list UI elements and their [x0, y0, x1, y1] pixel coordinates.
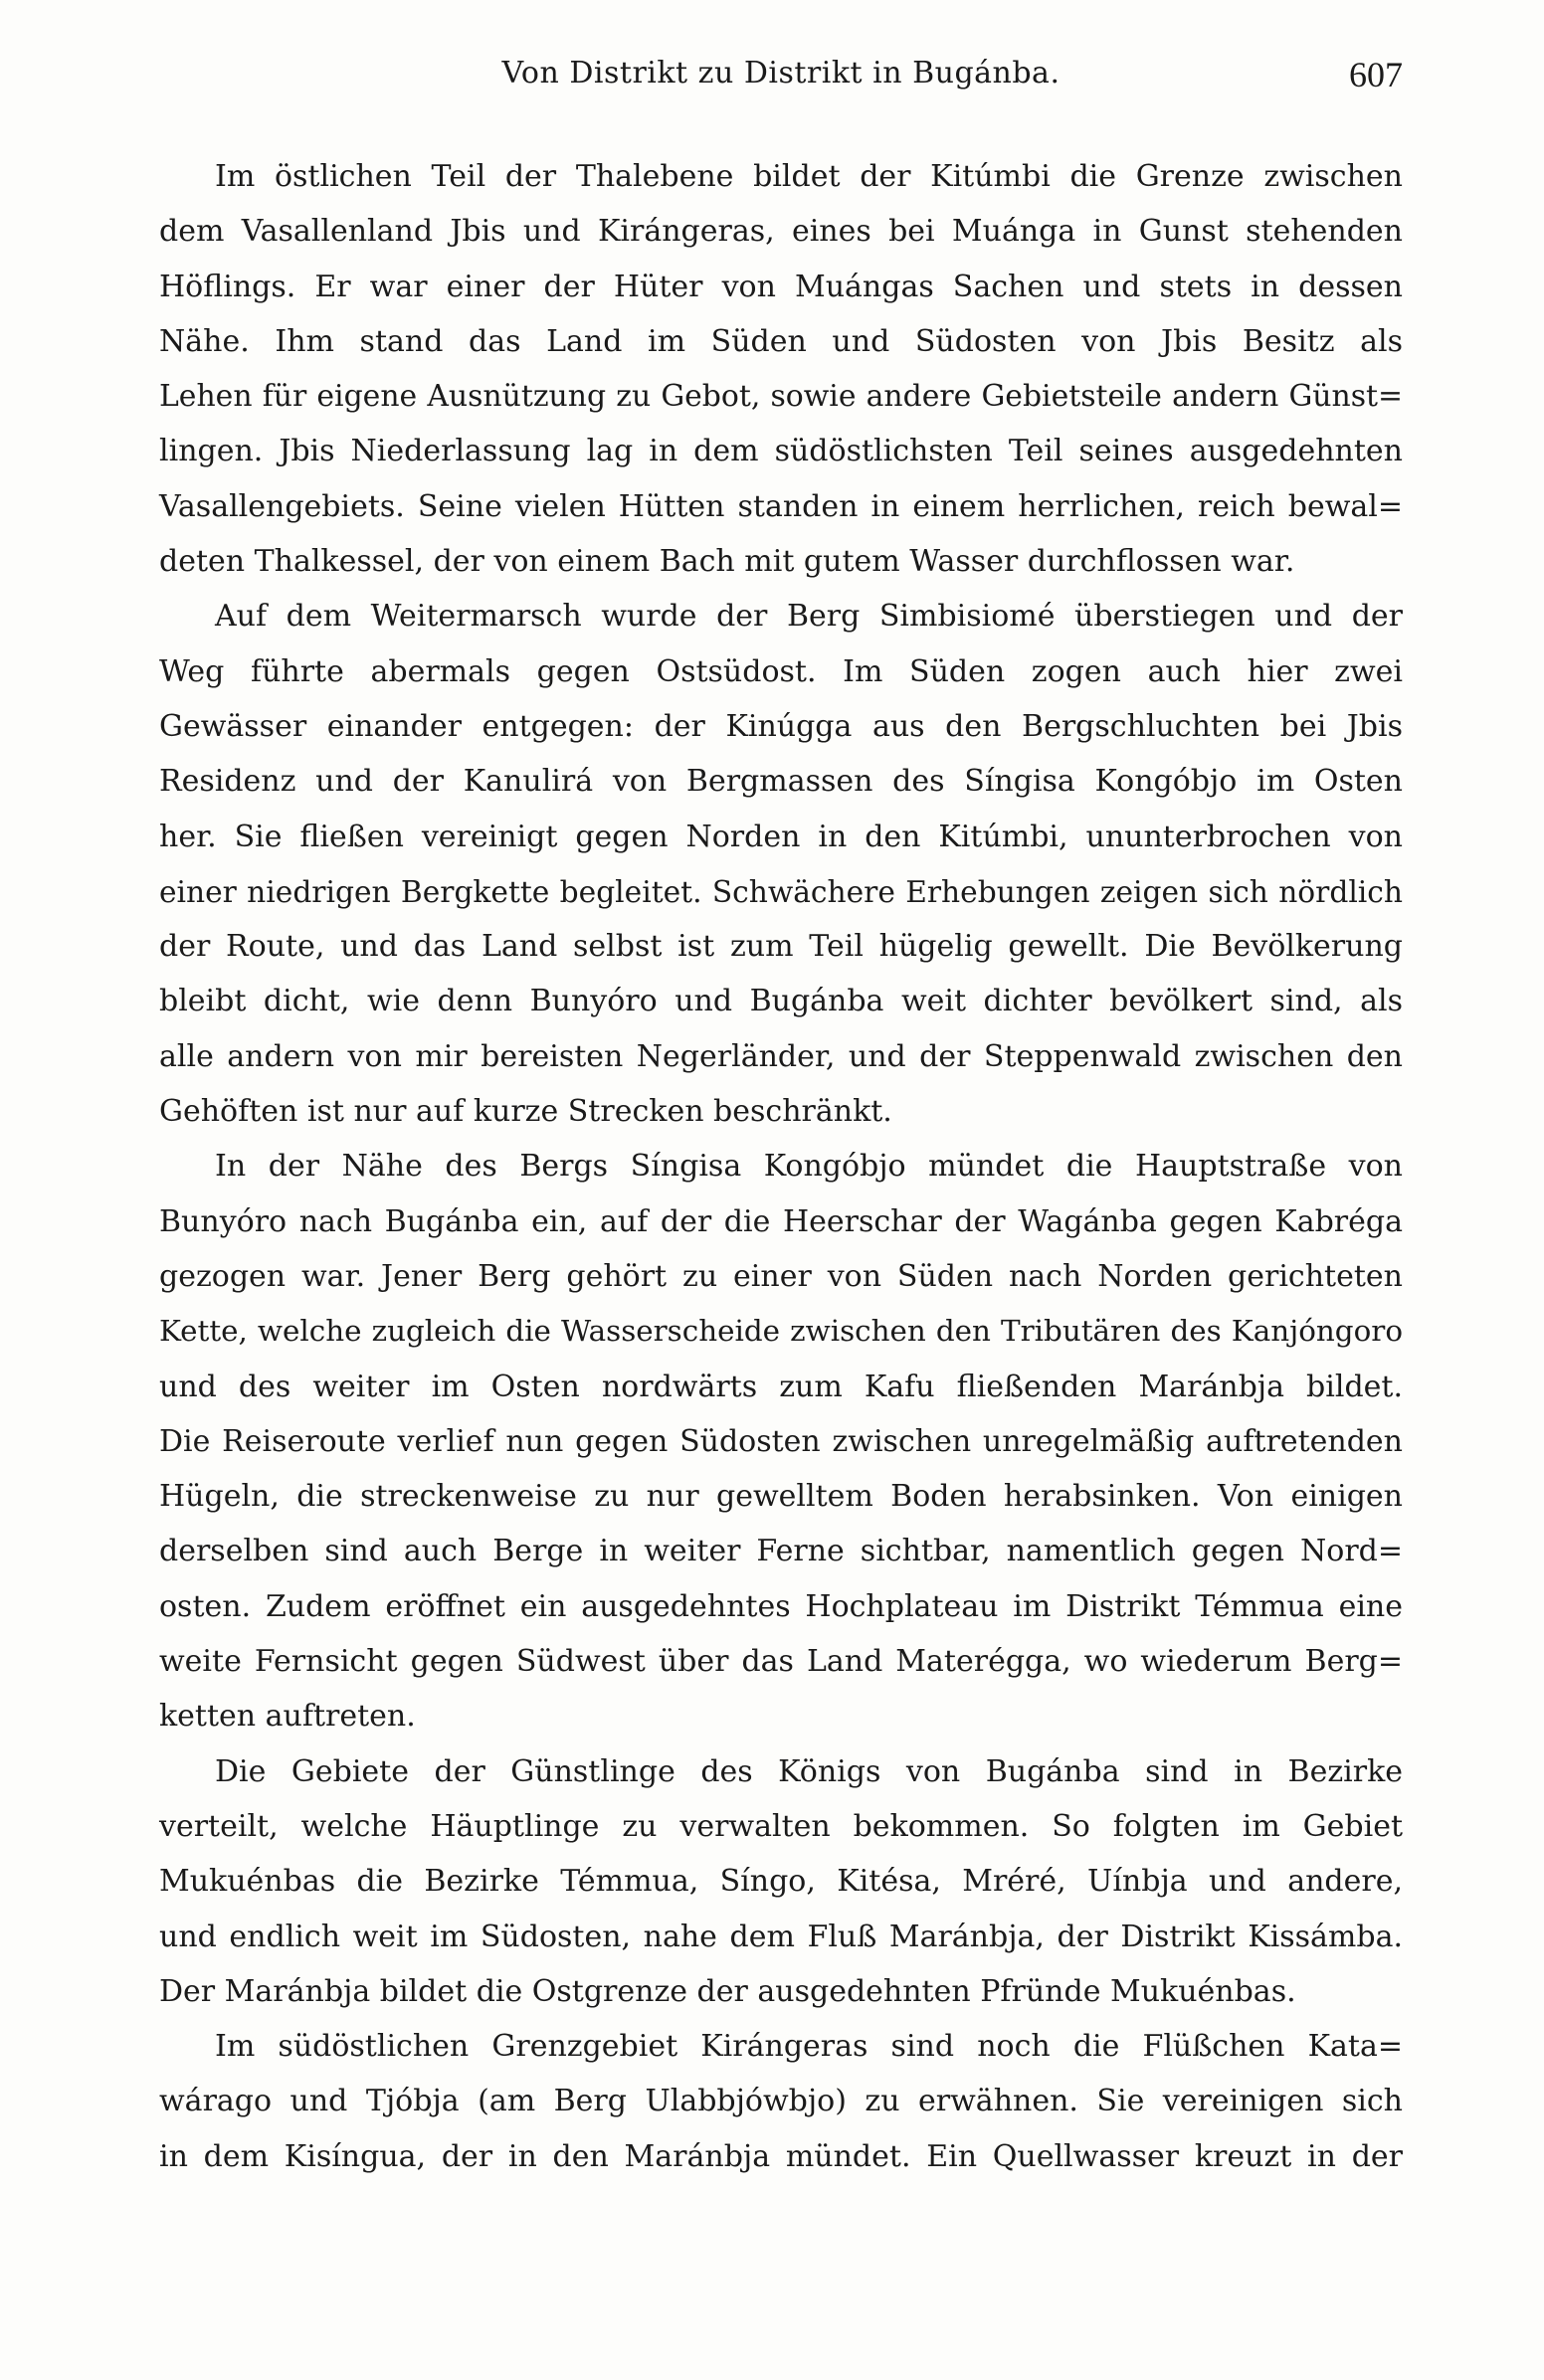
text-line: Vasallengebiets. Seine vielen Hütten standen in einem herrlichen, reich bewal=	[159, 488, 1403, 524]
text-line: alle andern von mir bereisten Negerländer, und der Steppenwald zwischen den	[159, 1038, 1403, 1074]
page-number: 607	[1349, 55, 1403, 94]
text-line: Die Gebiete der Günstlinge des Königs von Bugánba sind in Bezirke	[215, 1753, 1403, 1789]
text-line: weite Fernsicht gegen Südwest über das Land Materégga, wo wiederum Berg=	[159, 1644, 1403, 1680]
paragraph-1	[159, 149, 1403, 589]
body-text	[159, 149, 1403, 2184]
text-line: und des weiter im Osten nordwärts zum Kafu fließenden Maránbja bildet.	[159, 1369, 1403, 1404]
text-line: Weg führte abermals gegen Ostsüdost. Im Süden zogen auch hier zwei	[159, 653, 1403, 689]
text-line: Auf dem Weitermarsch wurde der Berg Simbisiomé überstiegen und der	[215, 599, 1403, 635]
text-line: Residenz und der Kanulirá von Bergmassen des Síngisa Kongóbjo im Osten	[159, 764, 1403, 800]
text-line: Im östlichen Teil der Thalebene bildet der Kitúmbi die Grenze zwischen	[215, 159, 1403, 194]
text-line: deten Thalkessel, der von einem Bach mit gutem Wasser durchflossen war.	[159, 544, 1295, 580]
text-line: dem Vasallenland Jbis und Kirángeras, eines bei Muánga in Gunst stehenden	[159, 214, 1403, 250]
text-line: Gehöften ist nur auf kurze Strecken beschränkt.	[159, 1094, 892, 1130]
text-line: Die Reiseroute verlief nun gegen Südosten zwischen unregelmäßig auftretenden	[159, 1423, 1403, 1459]
text-line: Der Maránbja bildet die Ostgrenze der ausgedehnten Pfründe Mukuénbas.	[159, 1973, 1296, 2009]
text-line: ketten auftreten.	[159, 1699, 416, 1735]
text-line: einer niedrigen Bergkette begleitet. Schwächere Erhebungen zeigen sich nördlich	[159, 873, 1403, 909]
text-line: in dem Kisíngua, der in den Maránbja mündet. Ein Quellwasser kreuzt in der	[159, 2138, 1403, 2174]
text-line: Mukuénbas die Bezirke Témmua, Síngo, Kitésa, Mréré, Uínbja und andere,	[159, 1864, 1403, 1900]
text-line: bleibt dicht, wie denn Bunyóro und Bugánba weit dichter bevölkert sind, als	[159, 984, 1403, 1019]
running-head	[159, 56, 1403, 105]
text-line: her. Sie fließen vereinigt gegen Norden in den Kitúmbi, ununterbrochen von	[159, 819, 1403, 854]
running-title: Von Distrikt zu Distrikt in Bugánba.	[501, 56, 1061, 91]
text-line: Nähe. Ihm stand das Land im Süden und Südosten von Jbis Besitz als	[159, 323, 1403, 359]
text-line: gezogen war. Jener Berg gehört zu einer von Süden nach Norden gerichteten	[159, 1258, 1403, 1294]
text-line: Bunyóro nach Bugánba ein, auf der die Heerschar der Wagánba gegen Kabréga	[159, 1203, 1403, 1239]
text-line: Höflings. Er war einer der Hüter von Muángas Sachen und stets in dessen	[159, 269, 1403, 304]
text-line: der Route, und das Land selbst ist zum Teil hügelig gewellt. Die Bevölkerung	[159, 929, 1403, 965]
text-line: lingen. Jbis Niederlassung lag in dem südöstlichsten Teil seines ausgedehnten	[159, 434, 1403, 469]
text-line: osten. Zudem eröffnet ein ausgedehntes Hochplateau im Distrikt Témmua eine	[159, 1588, 1403, 1624]
text-line: derselben sind auch Berge in weiter Ferne sichtbar, namentlich gegen Nord=	[159, 1534, 1403, 1569]
text-line: wárago und Tjóbja (am Berg Ulabbjówbjo) zu erwähnen. Sie vereinigen sich	[159, 2084, 1403, 2119]
text-line: Lehen für eigene Ausnützung zu Gebot, sowie andere Gebietsteile andern Günst=	[159, 379, 1403, 415]
text-line: und endlich weit im Südosten, nahe dem Fluß Maránbja, der Distrikt Kissámba.	[159, 1919, 1403, 1954]
paragraph-4	[159, 1744, 1403, 2019]
text-line: Im südöstlichen Grenzgebiet Kirángeras sind noch die Flüßchen Kata=	[215, 2029, 1403, 2065]
text-line: Hügeln, die streckenweise zu nur gewelltem Boden herabsinken. Von einigen	[159, 1479, 1403, 1515]
text-line: Kette, welche zugleich die Wasserscheide zwischen den Tributären des Kanjóngoro	[159, 1314, 1403, 1349]
paragraph-5	[159, 2019, 1403, 2184]
paragraph-3	[159, 1139, 1403, 1743]
text-line: Gewässer einander entgegen: der Kinúgga aus den Bergschluchten bei Jbis	[159, 708, 1403, 744]
paragraph-2	[159, 589, 1403, 1139]
text-line: In der Nähe des Bergs Síngisa Kongóbjo mündet die Hauptstraße von	[215, 1149, 1403, 1185]
text-line: verteilt, welche Häuptlinge zu verwalten bekommen. So folgten im Gebiet	[159, 1808, 1403, 1844]
